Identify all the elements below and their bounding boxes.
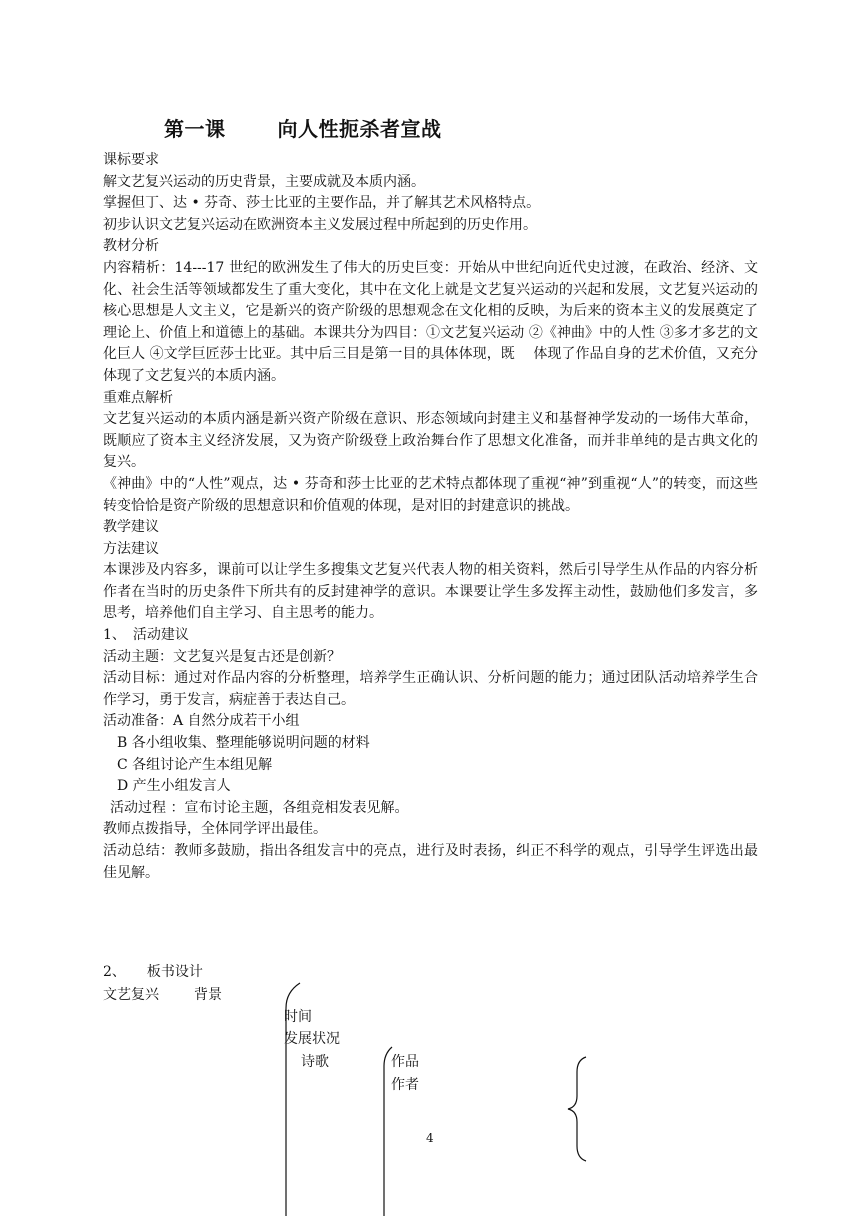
paragraph: 文艺复兴运动的本质内涵是新兴资产阶级在意识、形态领域向封建主义和基督神学发动的一场伟大革命，既顺应了资本主义经济发展，又为资产阶级登上政治舞台作了思想文化准备，而并非单纯的是古典文化的复兴。 [103, 411, 758, 471]
paragraph: 解文艺复兴运动的历史背景，主要成就及本质内涵。 [103, 173, 425, 190]
activity-goal: 活动目标：通过对作品内容的分析整理，培养学生正确认识、分析问题的能力；通过团队活动培养学生合作学习，勇于发言，病症善于表达自己。 [103, 670, 758, 708]
activity-summary: 活动总结：教师多鼓励，指出各组发言中的亮点，进行及时表扬，纠正不科学的观点，引导学生评选出最佳见解。 [103, 843, 758, 881]
section-heading-suggestions: 教学建议 [103, 519, 159, 536]
bracket-left-small [384, 1047, 392, 1216]
activity-prep: 活动准备：A 自然分成若干小组 [103, 713, 300, 730]
activity-prep-d: D 产生小组发言人 [117, 778, 231, 795]
activity-process: 活动过程 ：宣布讨论主题，各组竞相发表见解。 [110, 799, 409, 816]
lesson-number: 第一课 [164, 117, 226, 141]
activity-prep-c: C 各组讨论产生本组见解 [117, 756, 273, 773]
paragraph: 内容精析：14---17 世纪的欧洲发生了伟大的历史巨变：开始从中世纪向近代史过渡，在政治、经济、文化、社会生活等领域都发生了重大变化，其中在文化上就是文艺复兴运动的兴起和发展，文艺复兴运动的核心思想是人文主义，它是新兴的资产阶级的思想观念在文化相的反映，为后来的资本主义的发展奠定了理论上、价值上和道德上的基础。本课共分为四目：①文艺复兴运动 ②《神曲》中的人性 ③多才多艺的文化巨人 ④文学巨匠莎士比亚。其中后三目是第一目的具体体现，既 体现了作品自身的艺术价值，又充分体现了文艺复兴的本质内涵。 [103, 259, 758, 384]
board-time: 时间 [284, 1009, 312, 1025]
lesson-title: 向人性扼杀者宣战 [277, 117, 442, 141]
activity-theme: 活动主题：文艺复兴是复古还是创新？ [103, 648, 341, 665]
page-number: 4 [426, 1131, 434, 1145]
bracket-left-large [286, 983, 300, 1216]
section-heading-key-points: 重难点解析 [103, 389, 173, 406]
curly-brace [568, 1057, 586, 1161]
paragraph: 本课涉及内容多，课前可以让学生多搜集文艺复兴代表人物的相关资料，然后引导学生从作品的内容分析作者在当时的历史条件下所共有的反封建神学的意识。本课要让学生多发挥主动性，鼓励他们多发言，多思考，培养他们自主学习、自主思考的能力。 [103, 562, 758, 622]
board-background: 背景 [194, 987, 222, 1003]
board-poetry: 诗歌 [301, 1054, 329, 1070]
section-heading-standards: 课标要求 [103, 152, 159, 168]
paragraph: 掌握但丁、达 • 芬奇、莎士比亚的主要作品，并了解其艺术风格特点。 [103, 195, 541, 212]
board-works: 作品 [391, 1054, 419, 1070]
paragraph: 初步认识文艺复兴运动在欧洲资本主义发展过程中所起到的历史作用。 [103, 216, 537, 233]
board-development: 发展状况 [284, 1031, 340, 1047]
section-heading-analysis: 教材分析 [103, 238, 159, 255]
board-root: 文艺复兴 [103, 987, 159, 1003]
section-heading-method: 方法建议 [103, 540, 159, 557]
list-heading-activity: 1、 活动建议 [103, 627, 189, 644]
teacher-guidance: 教师点拨指导，全体同学评出最佳。 [103, 821, 327, 838]
board-author: 作者 [391, 1077, 419, 1093]
activity-prep-b: B 各小组收集、整理能够说明问题的材料 [117, 735, 370, 752]
paragraph: 《神曲》中的“人性”观点，达 • 芬奇和莎士比亚的艺术特点都体现了重视“神”到重视“人”的转变，而这些转变恰恰是资产阶级的思想意识和价值观的体现，是对旧的封建意识的挑战。 [103, 475, 758, 514]
board-heading: 2、 板书设计 [103, 964, 203, 980]
